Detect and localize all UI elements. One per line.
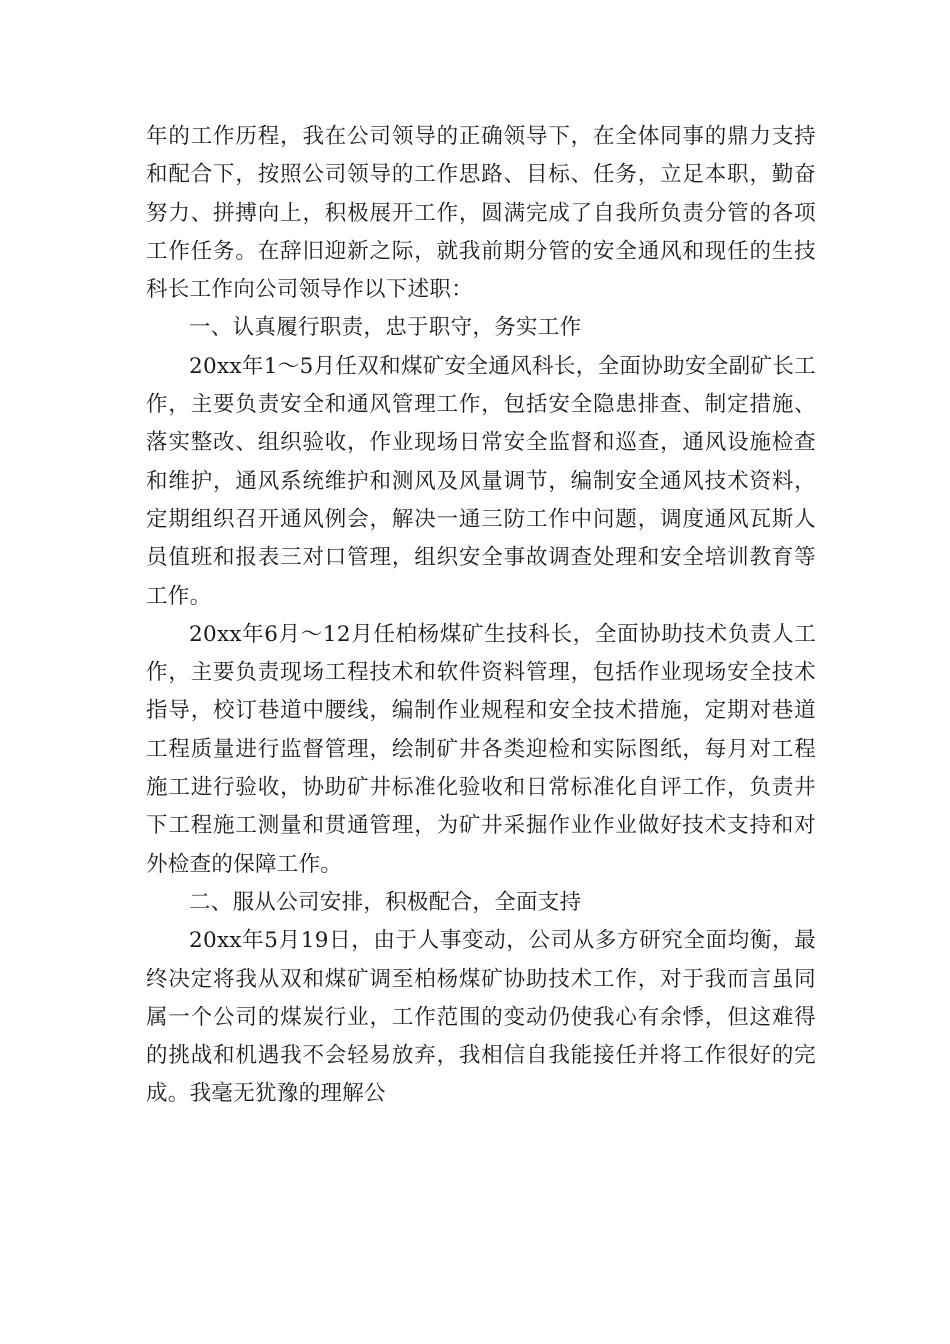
- paragraph-technical-role: 20xx年6月～12月任柏杨煤矿生技科长，全面协助技术负责人工作，主要负责现场工程技术和软件资料管理，包括作业现场安全技术指导，校订巷道中腰线，编制作业规程和安全技术措施，定期对巷道工程质量进行监督管理，绘制矿井各类迎检和实际图纸，每月对工程施工进行验收，协助矿井标准化验收和日常标准化自评工作，负责井下工程施工测量和贯通管理，为矿井采掘作业作业做好技术支持和对外检查的保障工作。: [146, 621, 816, 877]
- section-heading-2: 二、服从公司安排，积极配合，全面支持: [189, 889, 582, 915]
- paragraph-transfer: 20xx年5月19日，由于人事变动，公司从多方研究全面均衡，最终决定将我从双和煤矿调至柏杨煤矿协助技术工作，对于我而言虽同属一个公司的煤炭行业，工作范围的变动仍使我心有余悸，但这难得的挑战和机遇我不会轻易放弃，我相信自我能接任并将工作很好的完成。我毫无犹豫的理解公: [146, 928, 816, 1107]
- paragraph-safety-role: 20xx年1～5月任双和煤矿安全通风科长，全面协助安全副矿长工作，主要负责安全和通风管理工作，包括安全隐患排查、制定措施、落实整改、组织验收，作业现场日常安全监督和巡查，通风设施检查和维护，通风系统维护和测风及风量调节，编制安全通风技术资料，定期组织召开通风例会，解决一通三防工作中问题，调度通风瓦斯人员值班和报表三对口管理，组织安全事故调查处理和安全培训教育等工作。: [146, 353, 816, 609]
- document-body: [146, 118, 816, 1114]
- paragraph-intro-continued: 年的工作历程，我在公司领导的正确领导下，在全体同事的鼎力支持和配合下，按照公司领导的工作思路、目标、任务，立足本职，勤奋努力、拼搏向上，积极展开工作，圆满完成了自我所负责分管的各项工作任务。在辞旧迎新之际，就我前期分管的安全通风和现任的生技科长工作向公司领导作以下述职：: [146, 124, 816, 303]
- section-heading-1: 一、认真履行职责，忠于职守，务实工作: [189, 315, 582, 341]
